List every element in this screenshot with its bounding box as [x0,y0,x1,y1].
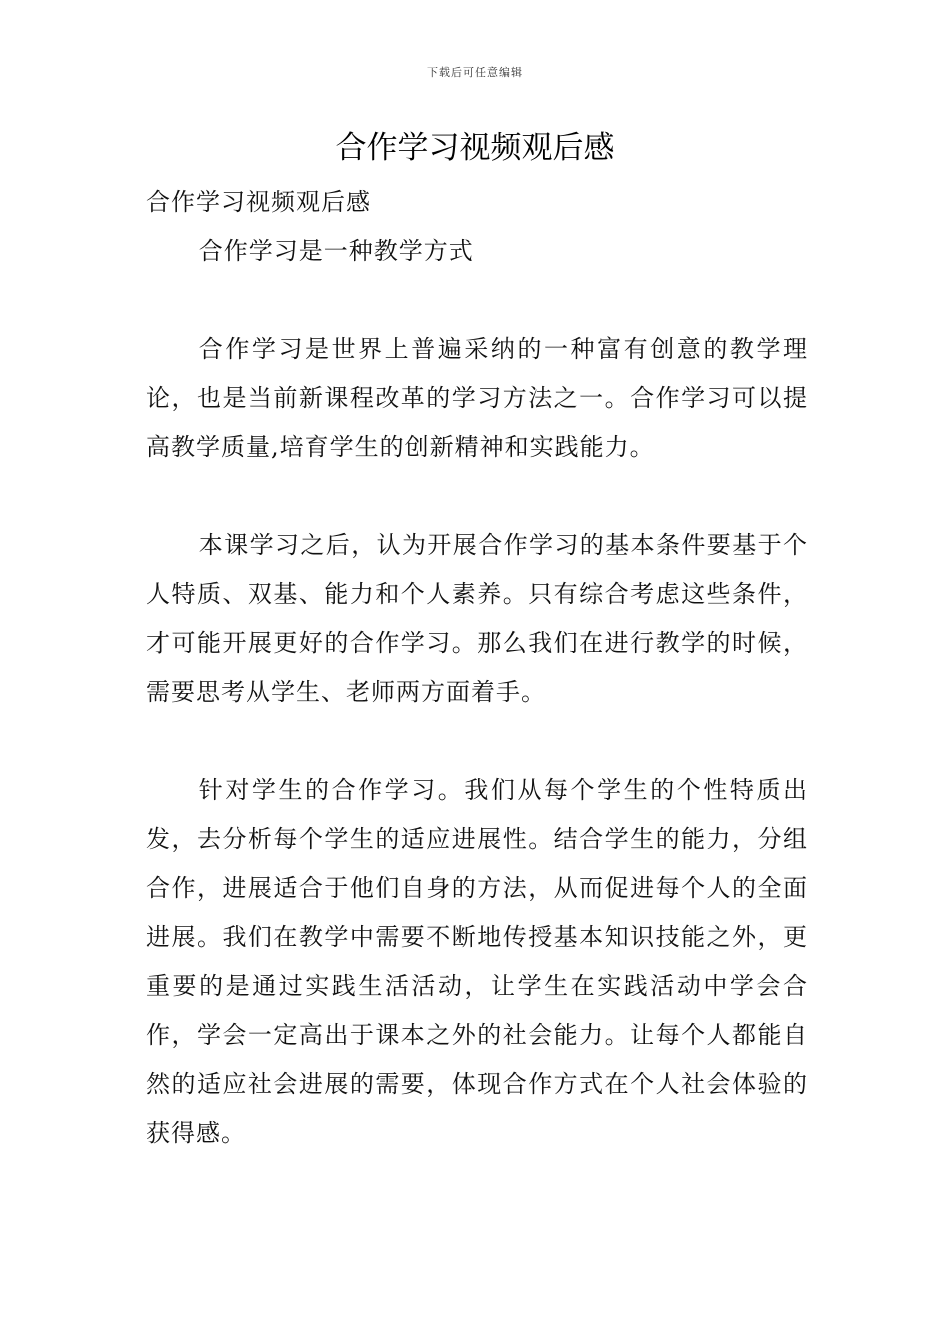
document-body [146,178,808,1158]
paragraph-1: 合作学习是一种教学方式 [198,237,474,265]
paragraph-2: 合作学习是世界上普遍采纳的一种富有创意的教学理论，也是当前新课程改革的学习方法之一。合作学习可以提高教学质量,培育学生的创新精神和实践能力。 [146,335,808,461]
paragraph-gap [146,276,808,325]
paragraph-gap [146,717,808,766]
paragraph-3: 本课学习之后，认为开展合作学习的基本条件要基于个人特质、双基、能力和个人素养。只有综合考虑这些条件，才可能开展更好的合作学习。那么我们在进行教学的时候，需要思考从学生、老师两方面着手。 [146,531,808,706]
paragraph-4: 针对学生的合作学习。我们从每个学生的个性特质出发，去分析每个学生的适应进展性。结合学生的能力，分组合作，进展适合于他们自身的方法，从而促进每个人的全面进展。我们在教学中需要不断地传授基本知识技能之外，更重要的是通过实践生活活动，让学生在实践活动中学会合作，学会一定高出于课本之外的社会能力。让每个人都能自然的适应社会进展的需要，体现合作方式在个人社会体验的获得感。 [146,776,808,1147]
document-title: 合作学习视频观后感 [335,130,615,166]
page-header-note: 下载后可任意编辑 [427,66,523,79]
paragraph-gap [146,472,808,521]
document-subtitle: 合作学习视频观后感 [146,188,371,216]
